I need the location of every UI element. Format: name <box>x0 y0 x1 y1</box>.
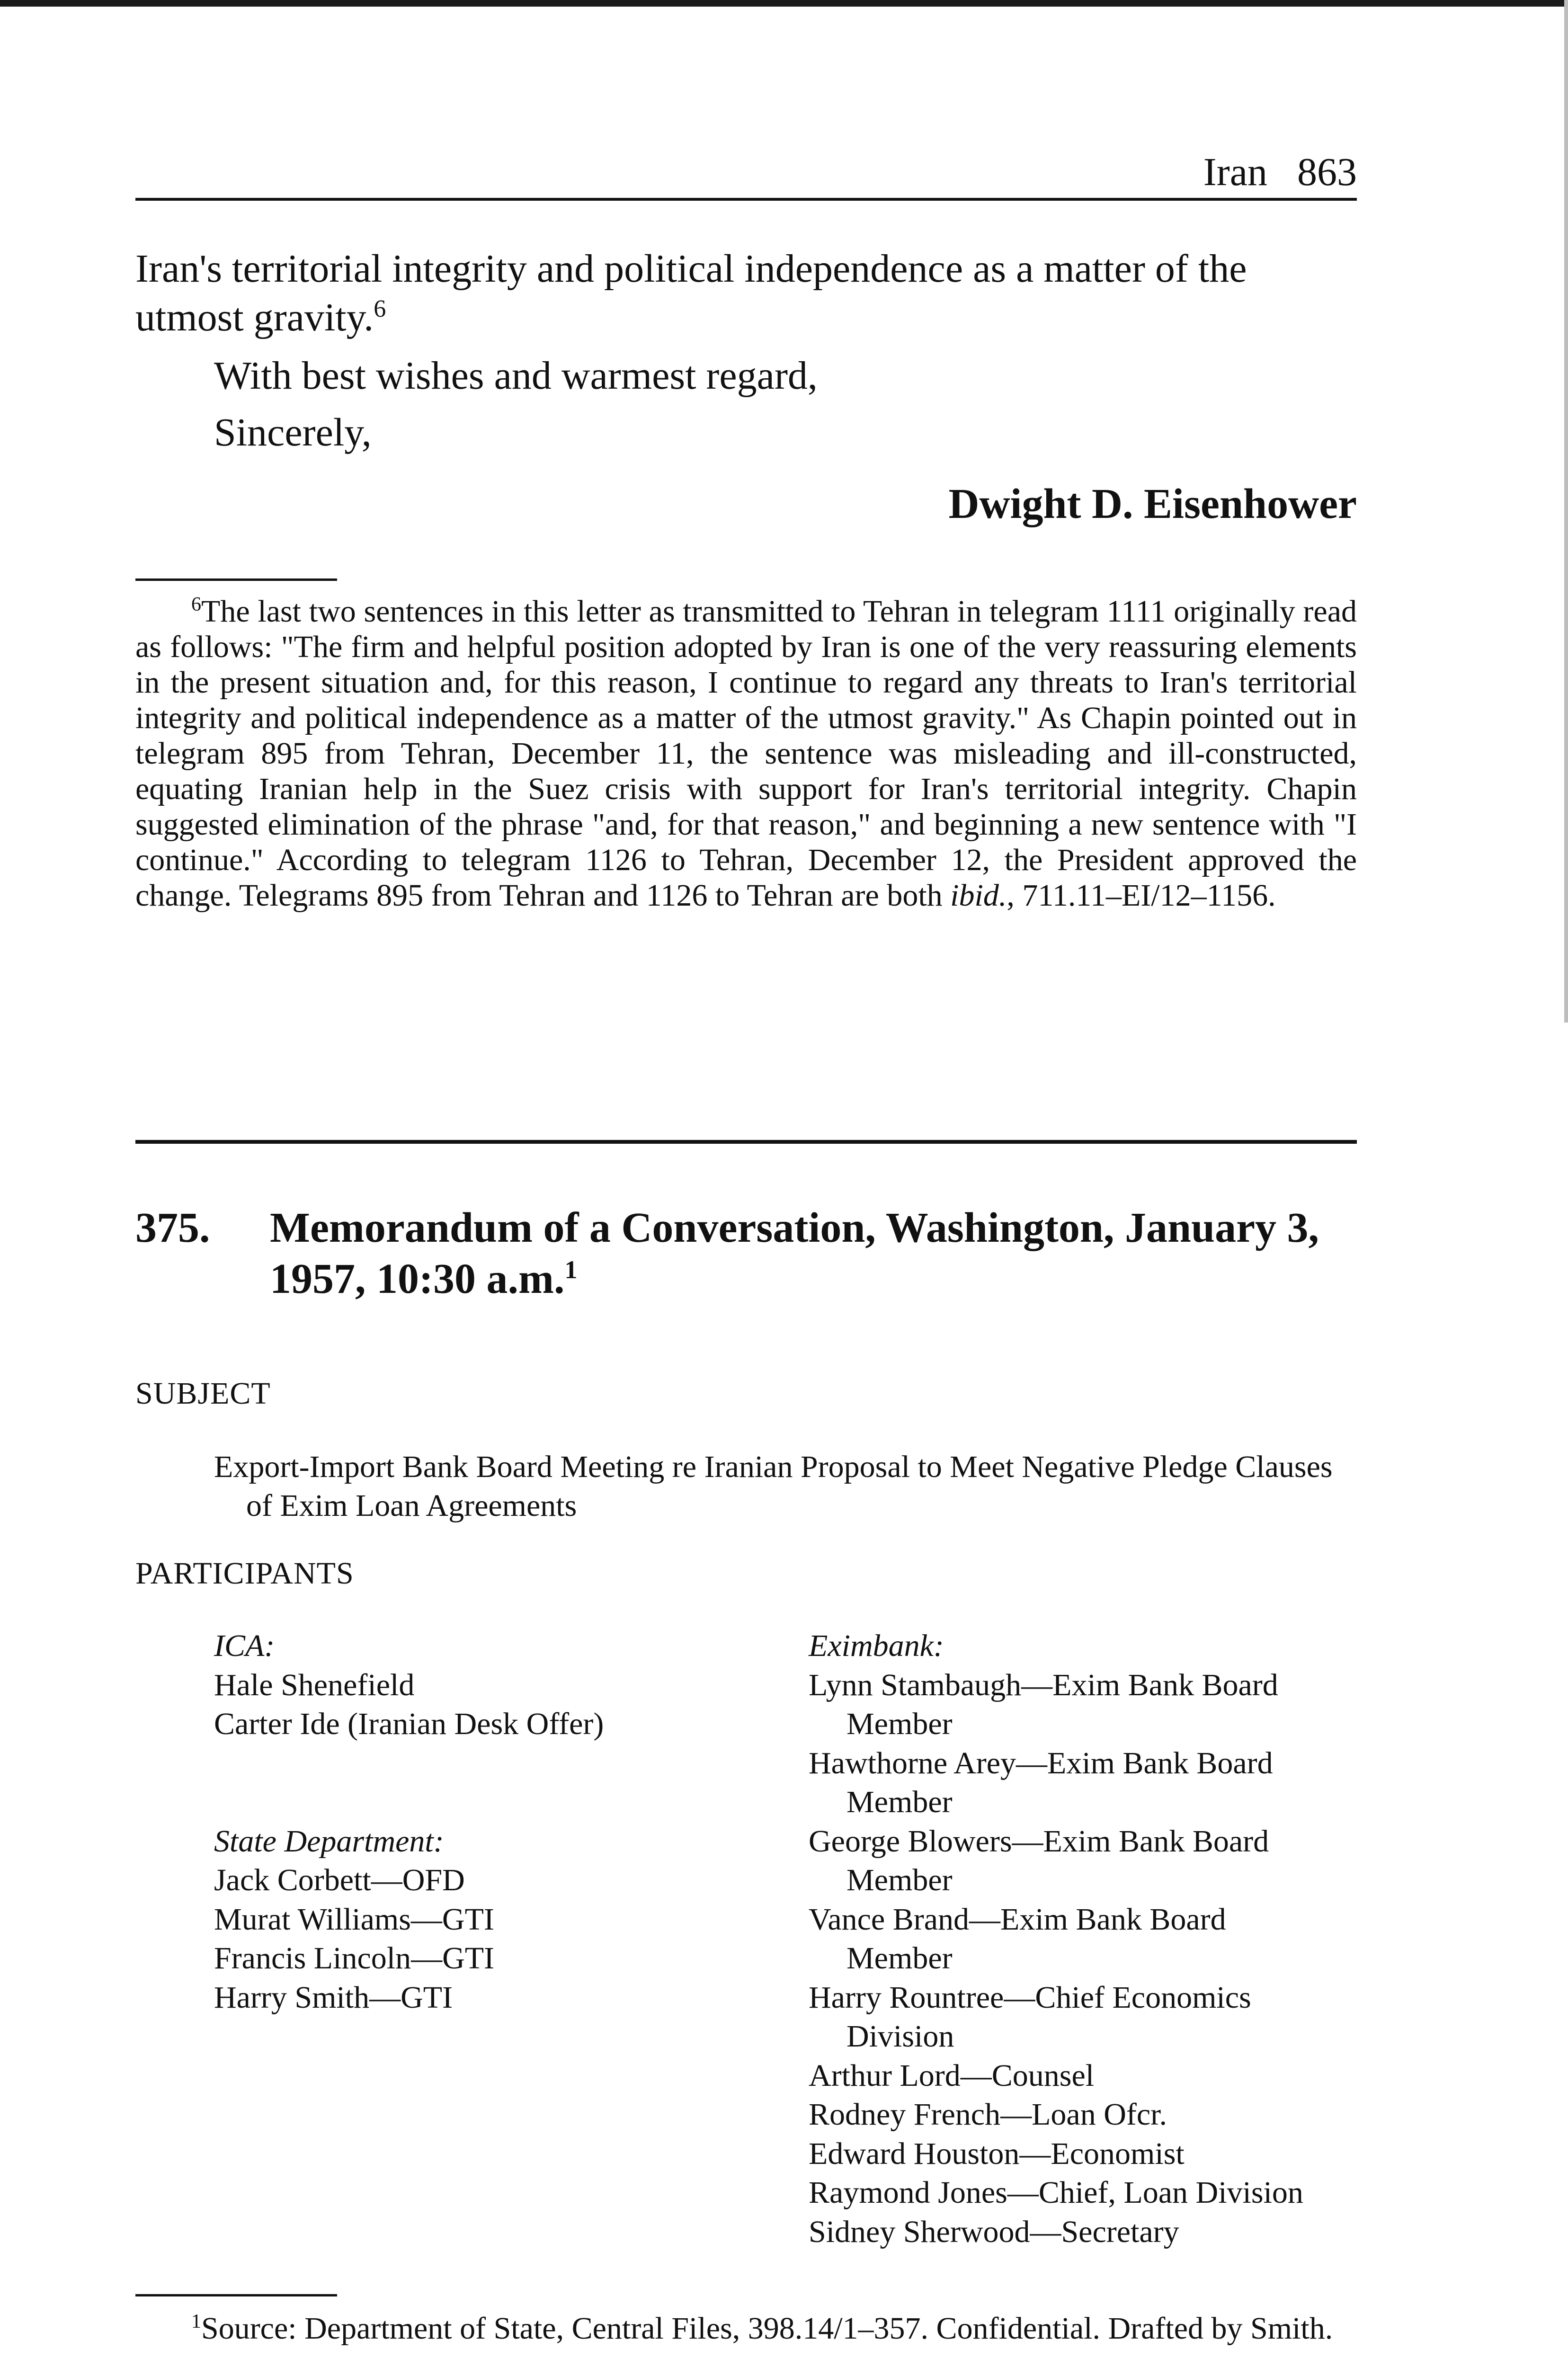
signature: Dwight D. Eisenhower <box>948 481 1357 527</box>
letter-line-1-text: Iran's territorial integrity and political independence as a matter of the <box>135 247 1247 291</box>
participant-exim-5-cont: Division <box>846 2019 954 2054</box>
participants-left-column <box>214 1627 604 2017</box>
participant-exim-3: George Blowers—Exim Bank Board <box>809 1824 1269 1859</box>
participant-state-1: Jack Corbett—OFD <box>214 1863 465 1897</box>
participant-ica-2: Carter Ide (Iranian Desk Offer) <box>214 1707 604 1741</box>
letter-closing-1: With best wishes and warmest regard, <box>214 354 818 398</box>
letter-line-2 <box>135 293 1357 342</box>
running-head-text <box>1203 150 1357 195</box>
participant-exim-2-cont: Member <box>846 1785 953 1819</box>
participant-state-3: Francis Lincoln—GTI <box>214 1941 495 1975</box>
footnote-ref-6: 6 <box>374 295 386 322</box>
running-head-section: Iran <box>1203 150 1267 194</box>
letter-line-2-text: utmost gravity. <box>135 295 374 339</box>
participants-label: PARTICIPANTS <box>135 1556 354 1591</box>
eximbank-header: Eximbank: <box>809 1628 944 1663</box>
running-head <box>135 142 1357 201</box>
subject-label: SUBJECT <box>135 1376 271 1411</box>
footnote-6 <box>135 594 1357 913</box>
participant-exim-7: Rodney French—Loan Ofcr. <box>809 2097 1167 2132</box>
participant-state-4: Harry Smith—GTI <box>214 1980 453 2015</box>
section-divider <box>135 1140 1357 1144</box>
footnote-1-marker: 1 <box>191 2311 201 2332</box>
participant-exim-10: Sidney Sherwood—Secretary <box>809 2214 1179 2249</box>
footnote-6-marker: 6 <box>191 594 201 615</box>
scan-edge-top <box>0 0 1568 7</box>
document-title <box>270 1202 1359 1305</box>
participant-exim-8: Edward Houston—Economist <box>809 2136 1185 2171</box>
page-number: 863 <box>1297 150 1357 194</box>
participant-exim-1-cont: Member <box>846 1707 953 1741</box>
participant-exim-3-cont: Member <box>846 1863 953 1897</box>
footnote-ref-1: 1 <box>564 1255 578 1284</box>
participant-exim-5: Harry Rountree—Chief Economics <box>809 1980 1251 2015</box>
participant-state-2: Murat Williams—GTI <box>214 1902 494 1937</box>
participant-exim-4-cont: Member <box>846 1941 953 1975</box>
letter-line-1 <box>135 244 1357 293</box>
footnote-rule-bottom <box>135 2294 337 2296</box>
ica-header: ICA: <box>214 1628 275 1663</box>
participants-right-column <box>809 1627 1303 2251</box>
document-number: 375. <box>135 1204 210 1251</box>
footnote-1-text: Source: Department of State, Central Files, 398.14/1–357. Confidential. Drafted by Smith. <box>201 2311 1333 2346</box>
participant-exim-6: Arthur Lord—Counsel <box>809 2058 1095 2093</box>
column-gap <box>214 1744 604 1822</box>
subject-text: Export-Import Bank Board Meeting re Iranian Proposal to Meet Negative Pledge Clauses of Exim Loan Agreements <box>214 1450 1333 1523</box>
footnote-rule-top <box>135 578 337 581</box>
participant-exim-9: Raymond Jones—Chief, Loan Division <box>809 2175 1303 2210</box>
letter-closing-2: Sincerely, <box>214 410 372 454</box>
document-title-text: Memorandum of a Conversation, Washington, January 3, 1957, 10:30 a.m. <box>270 1204 1319 1302</box>
participant-ica-1: Hale Shenefield <box>214 1667 415 1702</box>
scan-edge-right <box>1564 0 1568 1023</box>
footnote-6-citation: , 711.11–EI/12–1156. <box>1007 878 1276 913</box>
footnote-6-ibid: ibid. <box>950 878 1007 913</box>
participant-exim-4: Vance Brand—Exim Bank Board <box>809 1902 1226 1937</box>
footnote-1 <box>135 2310 1357 2347</box>
participant-exim-1: Lynn Stambaugh—Exim Bank Board <box>809 1667 1278 1702</box>
footnote-6-text: The last two sentences in this letter as transmitted to Tehran in telegram 1111 originally read as follows: "The firm and helpful position adopted by Iran is one of the very reassuring elements in the present situation and, for this reason, I continue to regard any threats to Iran's territorial integrity and political independence as a matter of the utmost gravity." As Chapin pointed out in telegram 895 from Tehran, December 11, the sentence was misleading and ill-constructed, equating Iranian help in the Suez crisis with support for Iran's territorial integrity. Chapin suggested elimination of the phrase "and, for that reason," and beginning a new sentence with "I continue." According to telegram 1126 to Tehran, December 12, the President approved the change. Telegrams 895 from Tehran and 1126 to Tehran are both <box>135 594 1357 913</box>
participant-exim-2: Hawthorne Arey—Exim Bank Board <box>809 1745 1273 1780</box>
state-department-header: State Department: <box>214 1824 444 1859</box>
